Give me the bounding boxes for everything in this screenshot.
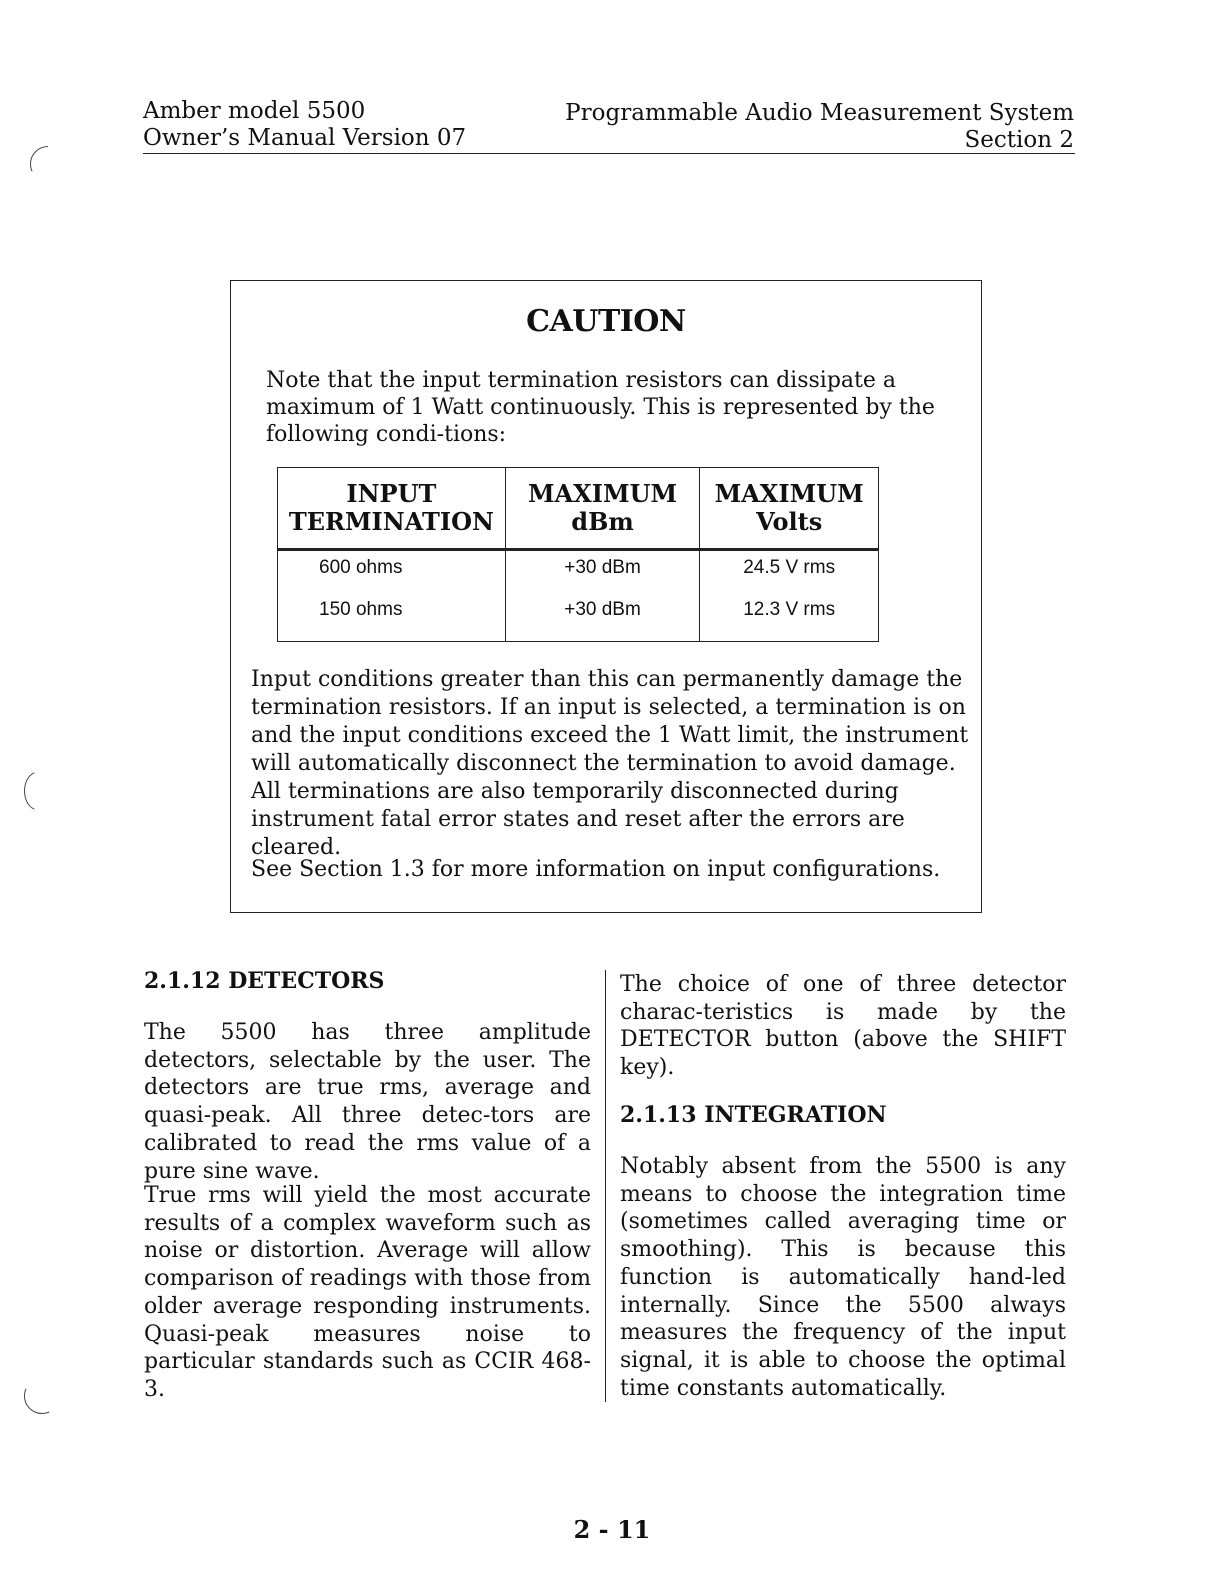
- section-heading-detectors: 2.1.12 DETECTORS: [144, 968, 385, 994]
- caution-note: Note that the input termination resistors can dissipate a maximum of 1 Watt continuously. This is represented by the following condi-tions:: [266, 368, 935, 447]
- integration-paragraph: Notably absent from the 5500 is any means to choose the integration time (sometimes called averaging time or smoothing). This is because this function is automatically hand-led internally. Since the 5500 always measures the frequency of the input signal, it is able to choose the optimal time constants automatically.: [620, 1154, 1066, 1401]
- detectors-paragraph-2: True rms will yield the most accurate results of a complex waveform such as noise or distortion. Average will allow comparison of readings with those from older average responding instruments. Quasi-peak measures noise to particular standards such as CCIR 468-3.: [144, 1183, 591, 1402]
- header-right: [565, 100, 1074, 154]
- header-rule: [143, 153, 1075, 154]
- termination-limits-table: [277, 467, 879, 642]
- table-row: [278, 599, 879, 642]
- table-cell: +30 dBm: [505, 550, 700, 600]
- header-system-title: Programmable Audio Measurement System: [565, 100, 1074, 126]
- detectors-paragraph-3: The choice of one of three detector charac-teristics is made by the DETECTOR button (above the SHIFT key).: [620, 972, 1066, 1081]
- punch-hole-mark: [24, 772, 50, 810]
- column-divider: [605, 970, 606, 1402]
- caution-title: CAUTION: [526, 304, 686, 339]
- detectors-paragraph-1: The 5500 has three amplitude detectors, selectable by the user. The detectors are true rms, average and quasi-peak. All three detec-tors are calibrated to read the rms value of a pure sine wave.: [144, 1020, 591, 1184]
- header-left: [143, 98, 466, 152]
- header-manual-version: Owner’s Manual Version 07: [143, 125, 467, 151]
- page-number: 2 - 11: [573, 1515, 651, 1544]
- header-model: Amber model 5500: [143, 98, 366, 124]
- column-header-input-termination: INPUT TERMINATION: [278, 468, 506, 550]
- header-section: Section 2: [964, 127, 1074, 153]
- table-cell: 24.5 V rms: [700, 550, 879, 600]
- section-heading-integration: 2.1.13 INTEGRATION: [620, 1102, 887, 1128]
- punch-hole-mark: [30, 146, 66, 182]
- table-cell: 150 ohms: [278, 599, 506, 642]
- caution-body: Input conditions greater than this can permanently damage the termination resistors. If an input is selected, a termination is on and the input conditions exceed the 1 Watt limit, the instrument will automatically disconnect the termination to avoid damage. All terminations are also temporarily disconnected during instrument fatal error states and reset after the errors are cleared.: [251, 667, 969, 860]
- table-cell: +30 dBm: [505, 599, 700, 642]
- caution-see-also: See Section 1.3 for more information on input configurations.: [251, 857, 941, 882]
- table-cell: 12.3 V rms: [700, 599, 879, 642]
- column-header-maximum-dbm: MAXIMUM dBm: [505, 468, 700, 550]
- table-cell: 600 ohms: [278, 550, 506, 600]
- column-header-maximum-volts: MAXIMUM Volts: [700, 468, 879, 550]
- punch-hole-mark: [24, 1378, 60, 1414]
- table-header-row: [278, 468, 879, 550]
- table-row: [278, 550, 879, 600]
